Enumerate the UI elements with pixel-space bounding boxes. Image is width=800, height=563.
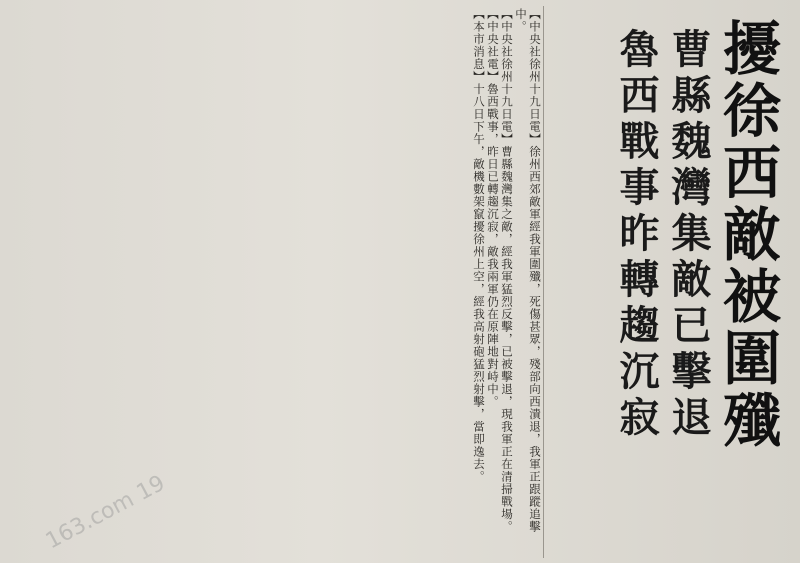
article-paragraph: 【中央社徐州十九日電】徐州西郊敵軍經我軍圍殲，死傷甚眾，殘部向西潰退，我軍正跟蹤追擊中。 bbox=[514, 8, 542, 533]
headline-sub-1: 曹縣魏灣集敵已擊退 bbox=[665, 28, 712, 442]
article-paragraph: 【中央社徐州十九日電】曹縣魏灣集之敵，經我軍猛烈反擊，已被擊退，現我軍正在清掃戰場。 bbox=[500, 8, 514, 533]
watermark: 163.com 19 bbox=[41, 470, 170, 555]
headline-sub-2: 魯西戰事昨轉趨沉寂 bbox=[613, 28, 660, 442]
article-paragraph: 【中央社電】魯西戰事，昨日已轉趨沉寂，敵我兩軍仍在原陣地對峙中。 bbox=[486, 8, 500, 408]
column-divider bbox=[543, 6, 544, 558]
article-body bbox=[12, 8, 542, 556]
headline-main: 擾徐西敵被圍殲 bbox=[713, 18, 781, 452]
headline-block bbox=[550, 18, 780, 538]
article-paragraph: 【本市消息】十八日下午，敵機數架竄擾徐州上空，經我高射砲猛烈射擊，當即逸去。 bbox=[472, 8, 486, 483]
